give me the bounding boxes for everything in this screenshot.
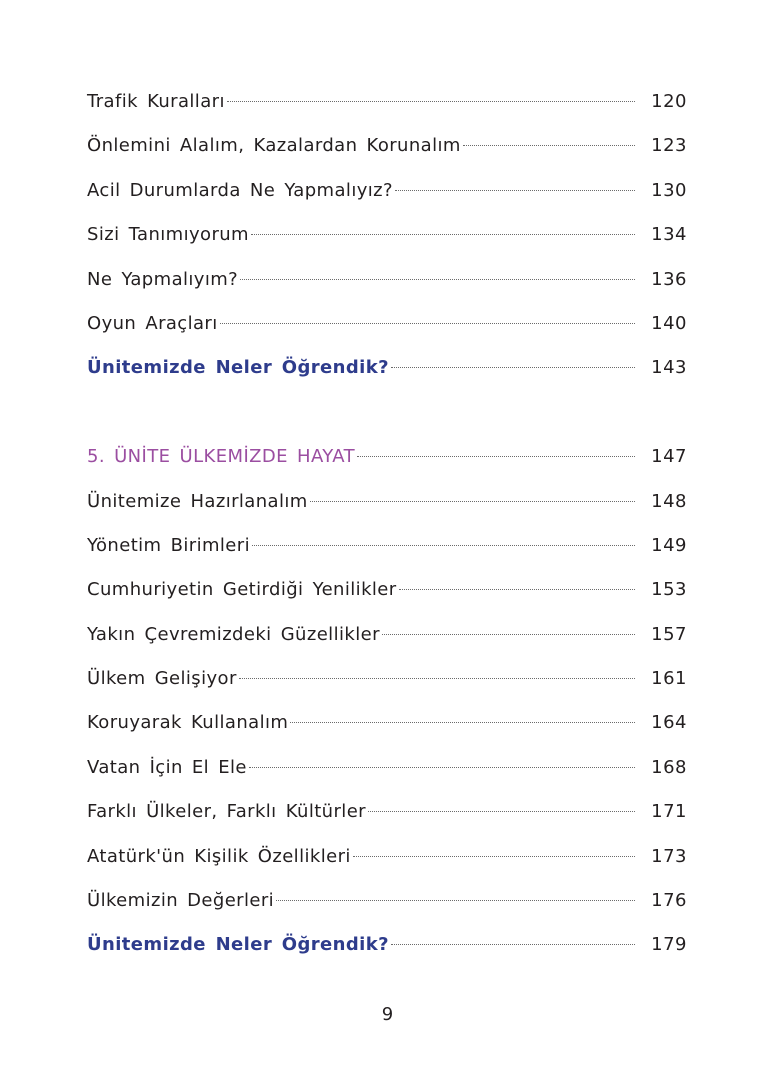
toc-entry-title: Koruyarak Kullanalım <box>87 712 289 734</box>
toc-unit-title: 5. ÜNİTE ÜLKEMİZDE HAYAT <box>87 446 355 468</box>
dot-leader <box>310 501 635 502</box>
toc-entry-page: 140 <box>651 312 687 334</box>
toc-entry-title: Farklı Ülkeler, Farklı Kültürler <box>87 801 366 823</box>
toc-entry-ulkemizin-degerleri[interactable] <box>87 879 687 923</box>
toc-entry-title: Yönetim Birimleri <box>87 534 250 556</box>
toc-entry-page: 153 <box>651 579 687 601</box>
toc-entry-cumhuriyetin-getirdigi[interactable] <box>87 568 687 612</box>
toc-entry-page: 134 <box>651 224 687 246</box>
toc-entry-title: Trafik Kuralları <box>87 91 225 112</box>
toc-entry-title: Ünitemizde Neler Öğrendik? <box>87 357 389 379</box>
toc-entry-page: 149 <box>651 534 687 556</box>
toc-entry-page: 157 <box>651 623 687 645</box>
dot-leader <box>395 190 635 191</box>
toc-entry-acil-durumlarda[interactable] <box>87 169 687 213</box>
table-of-contents <box>87 80 687 968</box>
toc-entry-title: Cumhuriyetin Getirdiği Yenilikler <box>87 579 397 601</box>
dot-leader <box>227 101 635 102</box>
dot-leader <box>239 678 635 679</box>
toc-entry-yonetim-birimleri[interactable] <box>87 524 687 568</box>
toc-entry-ne-yapmaliyim[interactable] <box>87 258 687 302</box>
toc-entry-page: 143 <box>651 357 687 379</box>
dot-leader <box>391 944 635 945</box>
toc-entry-title: Vatan İçin El Ele <box>87 756 247 778</box>
dot-leader <box>276 900 635 901</box>
toc-entry-title: Yakın Çevremizdeki Güzellikler <box>87 623 380 645</box>
dot-leader <box>463 145 635 146</box>
toc-entry-unit-summary[interactable] <box>87 346 687 390</box>
dot-leader <box>251 234 635 235</box>
toc-entry-page: 168 <box>651 756 687 778</box>
dot-leader <box>357 456 635 457</box>
toc-entry-ataturkun-kisilik[interactable] <box>87 835 687 879</box>
toc-entry-page: 161 <box>651 668 687 690</box>
toc-entry-unit-summary[interactable] <box>87 923 687 967</box>
toc-entry-trafik-kurallari[interactable] <box>87 80 687 124</box>
dot-leader <box>252 545 635 546</box>
dot-leader <box>368 811 635 812</box>
toc-entry-onlemini-alalim[interactable] <box>87 124 687 168</box>
toc-entry-unitemize-hazirlanalim[interactable] <box>87 480 687 524</box>
toc-entry-title: Ülkem Gelişiyor <box>87 668 237 690</box>
toc-entry-title: Ne Yapmalıyım? <box>87 268 239 290</box>
toc-entry-page: 130 <box>651 179 687 201</box>
toc-entry-page: 148 <box>651 490 687 512</box>
toc-entry-title: Sizi Tanımıyorum <box>87 224 249 246</box>
dot-leader <box>382 634 635 635</box>
toc-entry-yakin-cevremizdeki[interactable] <box>87 613 687 657</box>
toc-entry-page: 136 <box>651 268 687 290</box>
dot-leader <box>249 767 635 768</box>
toc-entry-farkli-ulkeler[interactable] <box>87 790 687 834</box>
toc-entry-page: 123 <box>651 135 687 157</box>
toc-entry-page: 120 <box>651 91 687 112</box>
toc-entry-page: 176 <box>651 890 687 912</box>
dot-leader <box>220 323 635 324</box>
toc-entry-oyun-araclari[interactable] <box>87 302 687 346</box>
dot-leader <box>353 856 635 857</box>
dot-leader <box>240 279 635 280</box>
toc-entry-vatan-icin-el-ele[interactable] <box>87 746 687 790</box>
dot-leader <box>391 367 635 368</box>
toc-entry-title: Oyun Araçları <box>87 312 218 334</box>
toc-entry-title: Ülkemizin Değerleri <box>87 890 275 912</box>
page-number: 9 <box>381 1004 394 1025</box>
toc-entry-page: 171 <box>651 801 687 823</box>
dot-leader <box>399 589 635 590</box>
toc-entry-title: Ünitemize Hazırlanalım <box>87 490 308 512</box>
dot-leader <box>290 722 635 723</box>
toc-entry-ulkem-gelisiyor[interactable] <box>87 657 687 701</box>
toc-entry-page: 147 <box>651 446 687 468</box>
toc-entry-page: 173 <box>651 845 687 867</box>
toc-entry-title: Atatürk'ün Kişilik Özellikleri <box>87 845 351 867</box>
toc-entry-title: Önlemini Alalım, Kazalardan Korunalım <box>87 135 461 157</box>
toc-entry-sizi-tanimiyorum[interactable] <box>87 213 687 257</box>
toc-unit-heading[interactable] <box>87 435 687 479</box>
toc-entry-title: Acil Durumlarda Ne Yapmalıyız? <box>87 179 393 201</box>
toc-entry-page: 164 <box>651 712 687 734</box>
toc-entry-koruyarak-kullanalim[interactable] <box>87 701 687 745</box>
toc-entry-title: Ünitemizde Neler Öğrendik? <box>87 934 389 956</box>
toc-entry-page: 179 <box>651 934 687 956</box>
